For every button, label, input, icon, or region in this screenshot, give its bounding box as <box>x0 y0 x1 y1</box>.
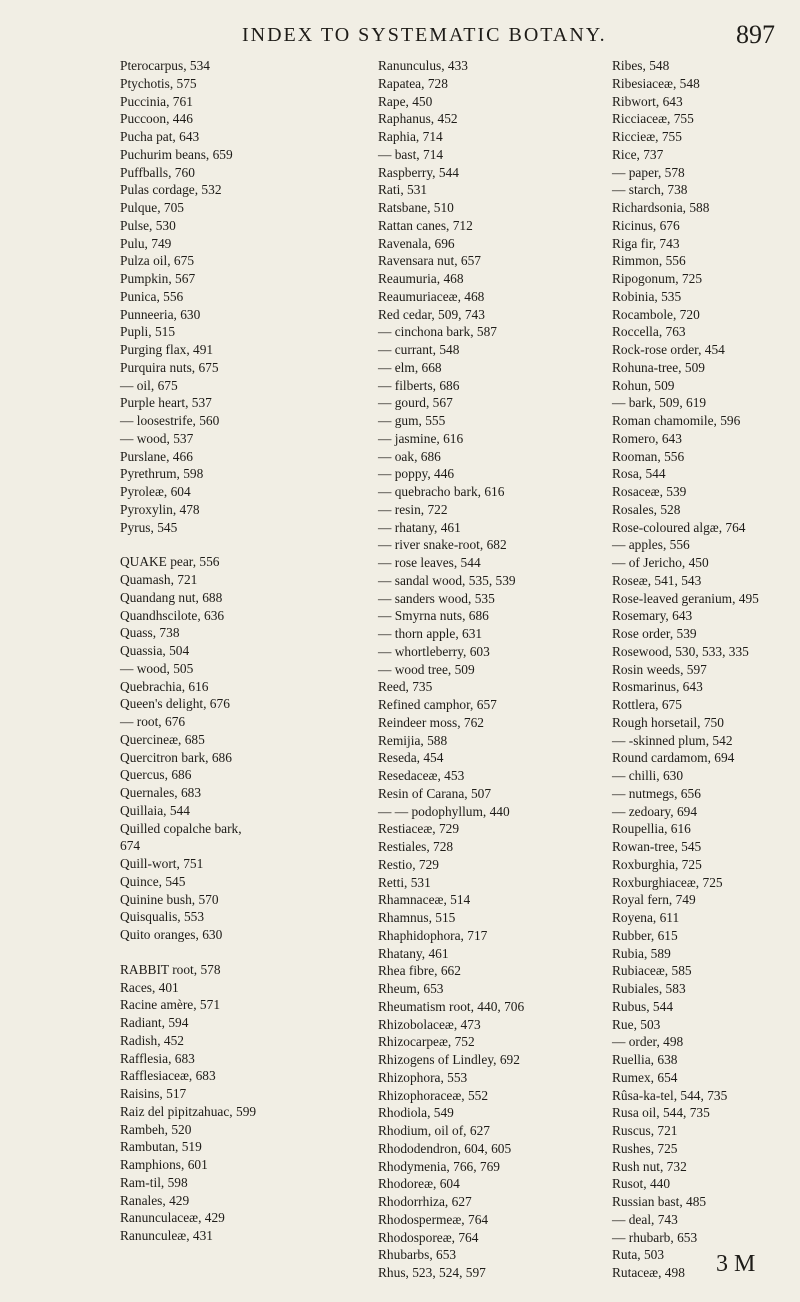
index-entry: Rohun, 509 <box>612 377 675 393</box>
index-entry: Rhizophora, 553 <box>378 1069 468 1085</box>
page-number: 897 <box>736 20 775 49</box>
index-entry: Pulse, 530 <box>120 217 176 233</box>
index-entry: Pulque, 705 <box>120 200 184 215</box>
index-entry: Ribesiaceæ, 548 <box>612 75 700 91</box>
index-entry: Pterocarpus, 534 <box>120 58 210 73</box>
index-entry: Restiaceæ, 729 <box>378 821 460 837</box>
index-column-2 <box>378 57 628 1282</box>
index-column-1 <box>120 57 370 1245</box>
index-entry: Rhizogens of Lindley, 692 <box>378 1052 520 1067</box>
index-entry: — rhatany, 461 <box>378 519 461 535</box>
index-entry: Ripogonum, 725 <box>612 271 703 286</box>
index-entry: Ranales, 429 <box>120 1192 190 1208</box>
index-entry: Rusa oil, 544, 735 <box>612 1105 710 1121</box>
index-entry: — cinchona bark, 587 <box>378 324 497 340</box>
index-entry: Queen's delight, 676 <box>120 696 230 712</box>
index-entry: Round cardamom, 694 <box>612 750 735 766</box>
index-entry: Rafflesia, 683 <box>120 1050 195 1066</box>
index-entry: Rheumatism root, 440, 706 <box>378 998 525 1014</box>
index-entry: Quillaia, 544 <box>120 802 190 818</box>
index-entry: Richardsonia, 588 <box>612 200 710 215</box>
index-entry: Romero, 643 <box>612 430 682 446</box>
index-entry: Raphanus, 452 <box>378 111 458 127</box>
index-entry: — whortleberry, 603 <box>378 643 490 659</box>
index-entry: Roman chamomile, 596 <box>612 413 741 428</box>
index-entry: Quebrachia, 616 <box>120 678 209 694</box>
index-entry: Rhatany, 461 <box>378 945 449 961</box>
index-entry: Rowan-tree, 545 <box>612 839 702 854</box>
index-entry: Purslane, 466 <box>120 448 193 464</box>
index-entry: Puchurim beans, 659 <box>120 146 233 162</box>
index-entry: — apples, 556 <box>612 537 690 553</box>
index-entry: Quamash, 721 <box>120 572 198 587</box>
index-entry: Ranunculus, 433 <box>378 58 469 73</box>
index-entry: — order, 498 <box>612 1034 684 1050</box>
index-entry: Rose-coloured algæ, 764 <box>612 519 746 535</box>
index-entry: Puffballs, 760 <box>120 164 195 180</box>
index-entry: Ravensara nut, 657 <box>378 253 482 269</box>
index-entry: Rosin weeds, 597 <box>612 661 707 677</box>
index-entry: Quilled copalche bark, <box>120 820 242 836</box>
index-entry: Punneeria, 630 <box>120 306 201 322</box>
index-entry: Reaumuriaceæ, 468 <box>378 288 485 304</box>
index-entry: Refined camphor, 657 <box>378 697 497 712</box>
index-entry: Reed, 735 <box>378 679 433 695</box>
index-entry: Resedaceæ, 453 <box>378 768 465 783</box>
index-entry: Red cedar, 509, 743 <box>378 306 485 322</box>
index-entry: Restio, 729 <box>378 856 440 872</box>
index-entry: Royena, 611 <box>612 910 680 925</box>
running-head: INDEX TO SYSTEMATIC BOTANY. <box>242 24 607 46</box>
index-entry: Rue, 503 <box>612 1016 661 1032</box>
index-entry: Rubber, 615 <box>612 927 678 943</box>
index-entry: Rock-rose order, 454 <box>612 342 725 357</box>
index-entry: Purple heart, 537 <box>120 395 212 411</box>
index-entry: — rhubarb, 653 <box>612 1229 698 1245</box>
index-entry: Ricinus, 676 <box>612 217 680 233</box>
index-entry: Reseda, 454 <box>378 750 444 766</box>
index-entry: Raisins, 517 <box>120 1086 187 1101</box>
index-entry: Rosewood, 530, 533, 335 <box>612 643 749 659</box>
index-entry: Rattan canes, 712 <box>378 217 473 233</box>
section-gap <box>120 944 370 961</box>
index-entry: — wood, 505 <box>120 660 194 676</box>
index-entry: Riga fir, 743 <box>612 235 680 251</box>
index-entry: — filberts, 686 <box>378 377 460 393</box>
index-entry: — chilli, 630 <box>612 768 684 783</box>
section-gap <box>120 536 370 553</box>
index-entry: Retti, 531 <box>378 874 431 890</box>
index-entry: Rooman, 556 <box>612 448 685 464</box>
index-entry: — sanders wood, 535 <box>378 590 495 606</box>
index-entry: Resin of Carana, 507 <box>378 785 492 801</box>
index-entry: Racine amère, 571 <box>120 997 221 1013</box>
index-entry: Roupellia, 616 <box>612 821 691 837</box>
index-entry: Russian bast, 485 <box>612 1194 707 1209</box>
index-entry: Rambeh, 520 <box>120 1121 192 1137</box>
index-entry: Rambutan, 519 <box>120 1139 202 1155</box>
index-entry: Quandhscilote, 636 <box>120 607 225 623</box>
index-entry: Rûsa-ka-tel, 544, 735 <box>612 1087 728 1103</box>
index-entry: Rubiales, 583 <box>612 981 686 996</box>
index-entry: — quebracho bark, 616 <box>378 484 505 499</box>
index-entry: Rose-leaved geranium, 495 <box>612 590 759 606</box>
index-entry: Ruellia, 638 <box>612 1052 678 1067</box>
index-column-3 <box>612 57 798 1282</box>
index-entry: Rohuna-tree, 509 <box>612 359 705 375</box>
index-entry: — bast, 714 <box>378 146 444 162</box>
index-entry: Royal fern, 749 <box>612 892 696 908</box>
index-entry: Radiant, 594 <box>120 1015 189 1030</box>
index-entry: QUAKE pear, 556 <box>120 554 220 570</box>
index-entry: Rubiaceæ, 585 <box>612 963 692 979</box>
index-entry: Pulza oil, 675 <box>120 253 195 269</box>
index-entry: Raphia, 714 <box>378 129 443 144</box>
index-entry: Rhodorrhiza, 627 <box>378 1194 472 1209</box>
index-entry: Rusot, 440 <box>612 1176 671 1192</box>
index-entry: Ranunculaceæ, 429 <box>120 1210 225 1226</box>
index-entry: Pyrethrum, 598 <box>120 466 204 482</box>
index-entry: Rushes, 725 <box>612 1140 678 1156</box>
index-entry: — rose leaves, 544 <box>378 555 481 570</box>
index-entry: Remijia, 588 <box>378 732 448 748</box>
index-entry: — river snake-root, 682 <box>378 537 507 553</box>
index-entry: Rice, 737 <box>612 146 664 162</box>
index-entry: Roxburghia, 725 <box>612 856 702 872</box>
index-entry: Raiz del pipitzahuac, 599 <box>120 1103 257 1119</box>
index-entry: Riccieæ, 755 <box>612 129 682 144</box>
index-entry: Pupli, 515 <box>120 324 176 340</box>
index-entry: Quernales, 683 <box>120 785 202 800</box>
index-entry: Reaumuria, 468 <box>378 271 464 286</box>
index-entry: Ranunculeæ, 431 <box>120 1228 213 1243</box>
index-entry: — gum, 555 <box>378 413 446 428</box>
index-entry: Rhea fibre, 662 <box>378 963 461 979</box>
index-entry: Roxburghiaceæ, 725 <box>612 874 723 890</box>
index-entry: Ribes, 548 <box>612 58 670 73</box>
index-entry: — deal, 743 <box>612 1211 678 1227</box>
index-entry: Ratsbane, 510 <box>378 200 454 215</box>
index-entry: Rosemary, 643 <box>612 608 693 624</box>
index-entry: Rape, 450 <box>378 93 433 109</box>
index-entry: Rhodymenia, 766, 769 <box>378 1158 500 1174</box>
index-entry: Quass, 738 <box>120 625 180 641</box>
index-entry: Ramphions, 601 <box>120 1157 208 1172</box>
index-entry: Quercitron bark, 686 <box>120 749 232 765</box>
index-entry: Rhaphidophora, 717 <box>378 927 488 943</box>
index-entry: Rosaceæ, 539 <box>612 484 687 499</box>
index-entry: — currant, 548 <box>378 342 460 357</box>
index-entry: — poppy, 446 <box>378 466 455 482</box>
index-entry: — -skinned plum, 542 <box>612 732 733 748</box>
index-entry: Pulu, 749 <box>120 235 172 251</box>
index-entry: Rhubarbs, 653 <box>378 1247 457 1263</box>
index-entry: Rhus, 523, 524, 597 <box>378 1265 486 1280</box>
index-entry: — wood tree, 509 <box>378 661 475 677</box>
index-entry: Quassia, 504 <box>120 643 190 658</box>
index-entry: 674 <box>120 838 141 854</box>
index-entry: Ptychotis, 575 <box>120 75 197 91</box>
index-entry: Rocambole, 720 <box>612 306 700 322</box>
index-entry: Punica, 556 <box>120 288 184 304</box>
signature-mark: 3 M <box>716 1251 756 1277</box>
index-entry: Rumex, 654 <box>612 1069 678 1085</box>
index-entry: Ruta, 503 <box>612 1247 665 1263</box>
index-entry: — resin, 722 <box>378 501 448 517</box>
index-entry: Rutaceæ, 498 <box>612 1265 685 1280</box>
index-entry: Puccinia, 761 <box>120 93 193 109</box>
index-entry: Restiales, 728 <box>378 839 454 854</box>
index-entry: Robinia, 535 <box>612 288 682 304</box>
index-entry: Rafflesiaceæ, 683 <box>120 1068 216 1084</box>
index-entry: — root, 676 <box>120 714 186 729</box>
index-entry: Purging flax, 491 <box>120 342 214 357</box>
index-entry: Quisqualis, 553 <box>120 909 205 925</box>
index-entry: Roccella, 763 <box>612 324 686 340</box>
index-entry: Quince, 545 <box>120 873 186 889</box>
index-entry: Rottlera, 675 <box>612 697 682 712</box>
index-entry: Rush nut, 732 <box>612 1158 687 1174</box>
index-entry: Roseæ, 541, 543 <box>612 572 702 588</box>
index-entry: — jasmine, 616 <box>378 430 464 446</box>
index-entry: — bark, 509, 619 <box>612 395 707 411</box>
index-entry: Rhodium, oil of, 627 <box>378 1123 490 1138</box>
index-entry: Rose order, 539 <box>612 626 697 641</box>
index-entry: — paper, 578 <box>612 164 685 180</box>
index-entry: Purquira nuts, 675 <box>120 359 219 375</box>
index-entry: — wood, 537 <box>120 430 194 446</box>
index-entry: Quandang nut, 688 <box>120 589 223 605</box>
index-entry: — thorn apple, 631 <box>378 626 483 641</box>
index-entry: Rhizobolaceæ, 473 <box>378 1016 481 1032</box>
index-entry: — zedoary, 694 <box>612 803 698 819</box>
index-entry: Quinine bush, 570 <box>120 891 219 907</box>
index-entry: — oil, 675 <box>120 377 178 393</box>
index-entry: Rhodiola, 549 <box>378 1105 454 1121</box>
index-entry: Rubia, 589 <box>612 945 671 961</box>
index-entry: Pumpkin, 567 <box>120 271 196 286</box>
index-entry: Pulas cordage, 532 <box>120 182 222 198</box>
index-entry: — elm, 668 <box>378 359 442 375</box>
index-entry: Rosa, 544 <box>612 466 666 482</box>
index-entry: Quill-wort, 751 <box>120 856 204 871</box>
index-entry: Rapatea, 728 <box>378 75 448 91</box>
index-entry: Rheum, 653 <box>378 981 444 996</box>
index-entry: Quercus, 686 <box>120 767 192 783</box>
index-entry: Ribwort, 643 <box>612 93 683 109</box>
index-entry: RABBIT root, 578 <box>120 961 221 977</box>
index-entry: Pyroxylin, 478 <box>120 501 200 517</box>
page-header <box>0 18 800 52</box>
index-entry: Radish, 452 <box>120 1032 184 1048</box>
index-entry: Pucha pat, 643 <box>120 129 200 144</box>
index-entry: Ram-til, 598 <box>120 1174 188 1190</box>
index-entry: — sandal wood, 535, 539 <box>378 572 516 588</box>
index-entry: Puccoon, 446 <box>120 111 193 127</box>
index-entry: Races, 401 <box>120 979 179 995</box>
index-entry: Rati, 531 <box>378 182 428 198</box>
index-entry: — loosestrife, 560 <box>120 413 220 428</box>
index-entry: Rhizocarpeæ, 752 <box>378 1034 475 1050</box>
index-entry: Ricciaceæ, 755 <box>612 111 694 127</box>
index-entry: — oak, 686 <box>378 448 441 464</box>
index-entry: Rhodoreæ, 604 <box>378 1176 460 1192</box>
index-entry: — starch, 738 <box>612 182 688 198</box>
index-entry: Rhamnaceæ, 514 <box>378 892 471 908</box>
index-entry: Rosales, 528 <box>612 501 681 517</box>
index-entry: Ruscus, 721 <box>612 1123 678 1138</box>
index-entry: — nutmegs, 656 <box>612 785 701 801</box>
index-entry: Rosmarinus, 643 <box>612 679 703 695</box>
index-entry: Reindeer moss, 762 <box>378 714 484 730</box>
index-entry: Rhododendron, 604, 605 <box>378 1140 512 1156</box>
index-entry: Raspberry, 544 <box>378 164 459 180</box>
index-entry: — of Jericho, 450 <box>612 555 709 570</box>
index-entry: Rough horsetail, 750 <box>612 714 724 730</box>
index-entry: Ravenala, 696 <box>378 235 455 251</box>
index-entry: Rhodospermeæ, 764 <box>378 1211 489 1227</box>
index-entry: Rimmon, 556 <box>612 253 686 269</box>
index-entry: — — podophyllum, 440 <box>378 803 510 819</box>
index-entry: Quito oranges, 630 <box>120 927 223 942</box>
index-entry: Rhodosporeæ, 764 <box>378 1229 479 1245</box>
index-entry: Quercineæ, 685 <box>120 731 205 747</box>
index-entry: Pyrus, 545 <box>120 519 178 535</box>
index-entry: Rubus, 544 <box>612 998 674 1014</box>
index-entry: — Smyrna nuts, 686 <box>378 608 489 624</box>
index-entry: — gourd, 567 <box>378 395 453 411</box>
index-entry: Rhizophoraceæ, 552 <box>378 1087 489 1103</box>
index-entry: Pyroleæ, 604 <box>120 484 191 499</box>
index-entry: Rhamnus, 515 <box>378 910 456 925</box>
